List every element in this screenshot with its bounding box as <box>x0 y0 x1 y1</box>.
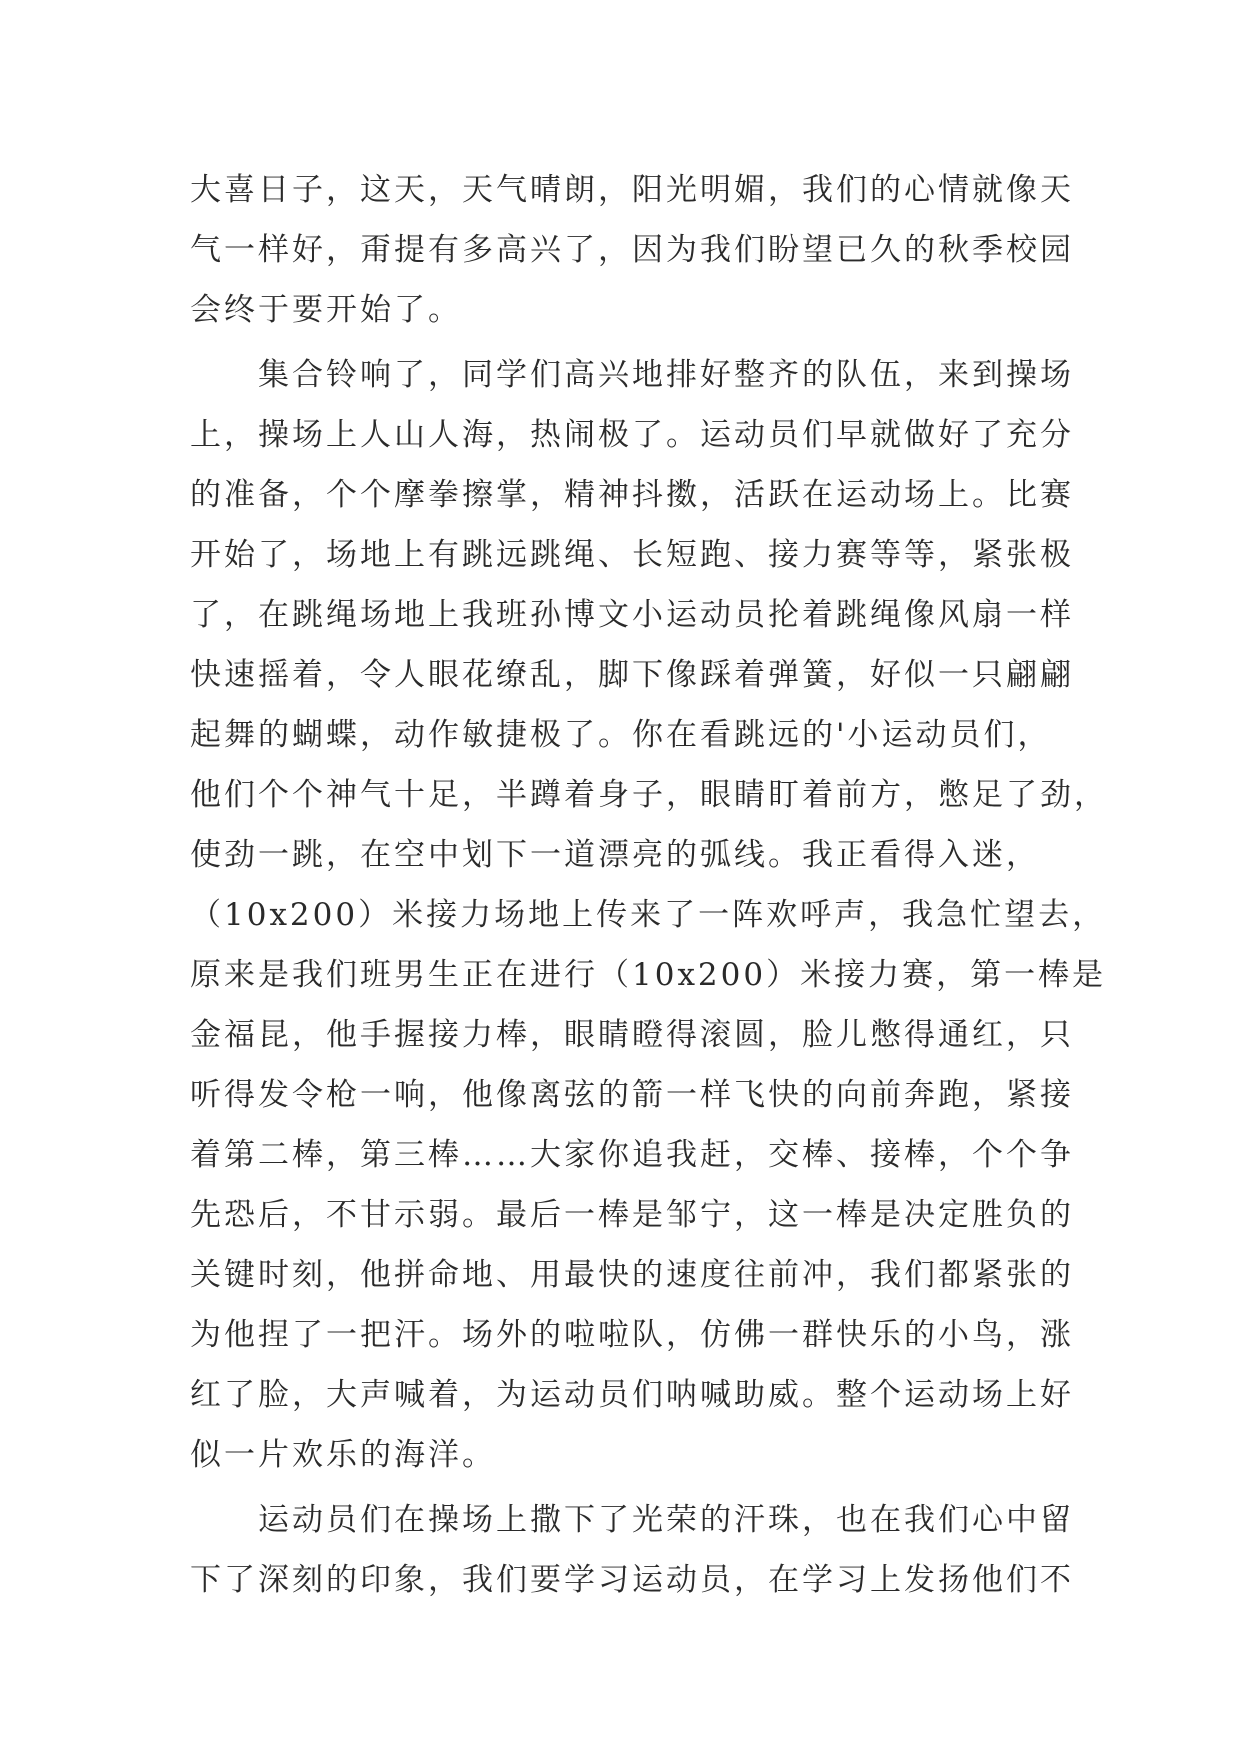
text-line: 的准备，个个摩拳擦掌，精神抖擞，活跃在运动场上。比赛 <box>190 477 1074 513</box>
document-body <box>190 160 1108 1610</box>
text-line: （10x200）米接力场地上传来了一阵欢呼声，我急忙望去， <box>190 897 1107 933</box>
paragraph-2 <box>190 345 1108 1485</box>
paragraph-3 <box>190 1490 1074 1610</box>
text-line: 着第二棒，第三棒……大家你追我赶，交棒、接棒，个个争 <box>190 1137 1074 1173</box>
text-line: 会终于要开始了。 <box>190 292 462 328</box>
paragraph-1 <box>190 160 1074 340</box>
text-line: 集合铃响了，同学们高兴地排好整齐的队伍，来到操场 <box>190 357 1074 393</box>
text-line: 似一片欢乐的海洋。 <box>190 1437 496 1473</box>
text-line: 运动员们在操场上撒下了光荣的汗珠，也在我们心中留 <box>190 1502 1074 1538</box>
text-line: 了，在跳绳场地上我班孙博文小运动员抡着跳绳像风扇一样 <box>190 597 1074 633</box>
text-line: 金福昆，他手握接力棒，眼睛瞪得滚圆，脸儿憋得通红，只 <box>190 1017 1074 1053</box>
text-line: 大喜日子，这天，天气晴朗，阳光明媚，我们的心情就像天 <box>190 172 1074 208</box>
text-line: 红了脸，大声喊着，为运动员们呐喊助威。整个运动场上好 <box>190 1377 1074 1413</box>
text-line: 快速摇着，令人眼花缭乱，脚下像踩着弹簧，好似一只翩翩 <box>190 657 1074 693</box>
text-line: 气一样好，甭提有多高兴了，因为我们盼望已久的秋季校园 <box>190 232 1074 268</box>
text-line: 关键时刻，他拼命地、用最快的速度往前冲，我们都紧张的 <box>190 1257 1074 1293</box>
text-line: 起舞的蝴蝶，动作敏捷极了。你在看跳远的'小运动员们， <box>190 717 1052 753</box>
text-line: 开始了，场地上有跳远跳绳、长短跑、接力赛等等，紧张极 <box>190 537 1074 573</box>
text-line: 先恐后，不甘示弱。最后一棒是邹宁，这一棒是决定胜负的 <box>190 1197 1074 1233</box>
text-line: 上，操场上人山人海，热闹极了。运动员们早就做好了充分 <box>190 417 1074 453</box>
text-line: 为他捏了一把汗。场外的啦啦队，仿佛一群快乐的小鸟，涨 <box>190 1317 1074 1353</box>
text-line: 原来是我们班男生正在进行（10x200）米接力赛，第一棒是 <box>190 957 1107 993</box>
text-line: 听得发令枪一响，他像离弦的箭一样飞快的向前奔跑，紧接 <box>190 1077 1074 1113</box>
text-line: 下了深刻的印象，我们要学习运动员，在学习上发扬他们不 <box>190 1562 1074 1598</box>
text-line: 他们个个神气十足，半蹲着身子，眼睛盯着前方，憋足了劲， <box>190 777 1108 813</box>
text-line: 使劲一跳，在空中划下一道漂亮的弧线。我正看得入迷， <box>190 837 1040 873</box>
